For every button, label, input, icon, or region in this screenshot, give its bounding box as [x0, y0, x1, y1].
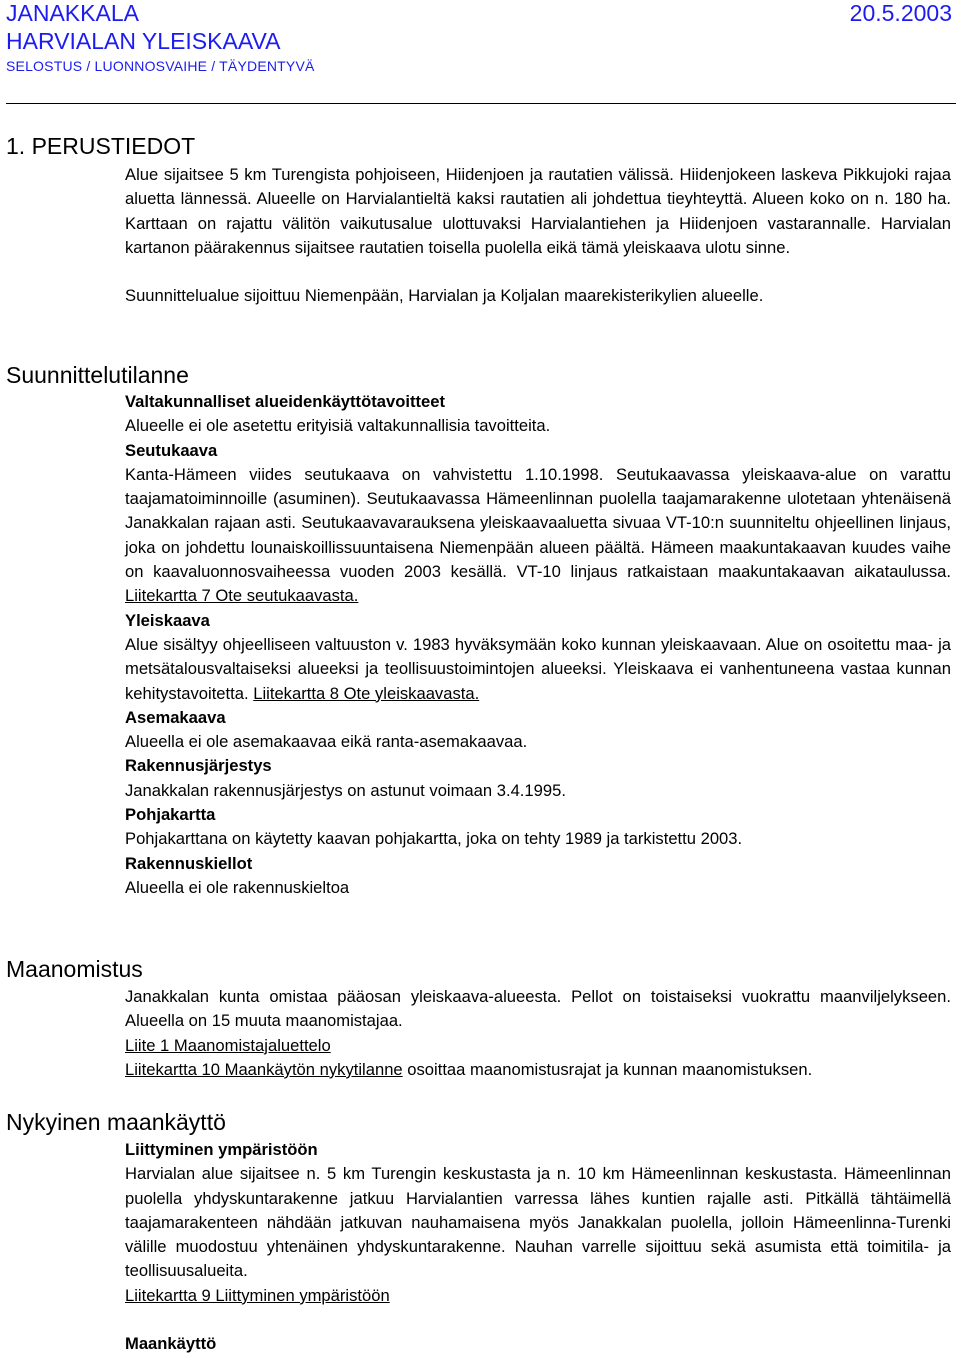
subheading-vat: Valtakunnalliset alueidenkäyttötavoitteet [125, 392, 445, 411]
subheading-maankaytto: Maankäyttö [125, 1334, 217, 1354]
paragraph-maanomistus: Janakkalan kunta omistaa pääosan yleiskaava-alueesta. Pellot on toistaiseksi vuokrattu maanviljelykseen. Alueella on 15 muuta maanomistajaa. [125, 987, 951, 1031]
municipality-name: JANAKKALA [6, 0, 139, 26]
paragraph-liittyminen: Harvialan alue sijaitsee n. 5 km Turengin keskustasta ja n. 10 km Hämeenlinnan keskustasta. Hämeenlinnan puolella yhdyskuntarakenne jatkuu Harvialantien varressa lähes kuntien rajalle asti. Pitkällä tähtäimellä taajamarakenteen nähdään jatkuvan nauhamaisena myös Janakkalan puolella, jolloin Hämeenlinna-Turenki välille muodostuu yhtenäinen yhdyskuntarakenne. Nauhan varrelle sijoittuu sekä asumista että toimitila- ja teollisuusalueita. [125, 1164, 951, 1281]
paragraph-asemakaava: Alueella ei ole asemakaavaa eikä ranta-asemakaavaa. [125, 732, 528, 752]
paragraph-yleiskaava [125, 633, 951, 706]
liitekartta-10-description: osoittaa maanomistusrajat ja kunnan maanomistuksen. [402, 1059, 813, 1079]
section-perustiedot-body [125, 163, 951, 308]
subheading-liittyminen: Liittyminen ympäristöön [125, 1140, 318, 1159]
link-liitekartta-8[interactable]: Liitekartta 8 Ote yleiskaavasta. [253, 683, 480, 703]
document-subtitle: SELOSTUS / LUONNOSVAIHE / TÄYDENTYVÄ [6, 58, 315, 74]
subheading-yleiskaava: Yleiskaava [125, 610, 210, 630]
page-header [6, 0, 956, 74]
subheading-asemakaava: Asemakaava [125, 707, 226, 727]
paragraph-pohjakartta: Pohjakarttana on käytetty kaavan pohjakartta, joka on tehty 1989 ja tarkistettu 2003. [125, 829, 743, 849]
link-liitekartta-7[interactable]: Liitekartta 7 Ote seutukaavasta. [125, 586, 359, 606]
paragraph-villages: Suunnittelualue sijoittuu Niemenpään, Harvialan ja Koljalan maarekisterikylien alueelle. [125, 286, 764, 306]
section-nykyinen-maankaytto-body [125, 1138, 951, 1356]
subheading-rakennusjarjestys: Rakennusjärjestys [125, 756, 272, 776]
section-heading-suunnittelutilanne: Suunnittelutilanne [6, 362, 189, 388]
yleiskaava-text: Alue sisältyy ohjeelliseen valtuuston v. 1983 hyväksymään koko kunnan yleiskaavaan. Alue on osoitettu maa- ja metsätalousvaltaiseksi alueeksi ja teollisuustoimintojen alueeksi. Yleiskaava ei vanhentuneena vastaa kunnan kehitystavoitetta. [125, 634, 951, 703]
header-divider [6, 103, 956, 104]
section-maanomistus-body [125, 985, 951, 1082]
subheading-pohjakartta: Pohjakartta [125, 805, 216, 825]
paragraph-seutukaava [125, 463, 951, 609]
section-suunnittelutilanne-body [125, 390, 951, 900]
section-heading-nykyinen-maankaytto: Nykyinen maankäyttö [6, 1109, 226, 1135]
paragraph-rakennuskiellot: Alueella ei ole rakennuskieltoa [125, 877, 350, 897]
link-line-liitekartta-9 [125, 1284, 951, 1308]
paragraph-rakennusjarjestys: Janakkalan rakennusjärjestys on astunut voimaan 3.4.1995. [125, 780, 566, 800]
subheading-rakennuskiellot: Rakennuskiellot [125, 853, 253, 873]
link-line-liitekartta-10 [125, 1058, 951, 1082]
document-title: HARVIALAN YLEISKAAVA [6, 28, 281, 54]
seutukaava-text: Kanta-Hämeen viides seutukaava on vahvistettu 1.10.1998. Seutukaavassa yleiskaava-alue on varattu taajamatoiminnoille (asuminen). Seutukaavassa Hämeenlinnan puolella taajamarakenne ulotetaan yhtenäisenä Janakkalan rajaan asti. Seutukaavavarauksena yleiskaavaaluetta sivuaa VT-10:n suunniteltu ohjeellinen linjaus, joka on johdettu lounaiskoillissuuntaisena Niemenpään alueen päältä. Hämeen maakuntakaavan kuudes vaihe on kaavaluonnosvaiheessa vuoden 2003 kesällä. VT-10 linjaus ratkaistaan maakuntakaavan aikataulussa. [125, 464, 951, 582]
section-heading-maanomistus: Maanomistus [6, 956, 143, 982]
link-liitekartta-9[interactable]: Liitekartta 9 Liittyminen ympäristöön [125, 1285, 390, 1305]
link-liitekartta-10[interactable]: Liitekartta 10 Maankäytön nykytilanne [125, 1059, 403, 1079]
link-line-liite-1 [125, 1034, 951, 1058]
paragraph-location: Alue sijaitsee 5 km Turengista pohjoiseen, Hiidenjoen ja rautatien välissä. Hiidenjokeen laskeva Pikkujoki rajaa aluetta lännessä. Alueelle on Harvialantieltä kaksi rautatien ali johdettua tieyhteyttä. Alueen koko on n. 180 ha. Karttaan on rajattu välitön vaikutusalue ulottuvaksi Harvialantiehen ja Hiidenjoen vastarannalle. Harvialan kartanon päärakennus sijaitsee rautatien toisella puolella eikä tämä yleiskaava ulotu sinne. [125, 165, 951, 257]
link-liite-1[interactable]: Liite 1 Maanomistajaluettelo [125, 1035, 331, 1055]
subheading-seutukaava: Seutukaava [125, 440, 218, 460]
paragraph-vat: Alueelle ei ole asetettu erityisiä valtakunnallisia tavoitteita. [125, 416, 551, 436]
section-heading-perustiedot: 1. PERUSTIEDOT [6, 133, 196, 159]
document-date: 20.5.2003 [849, 0, 952, 26]
